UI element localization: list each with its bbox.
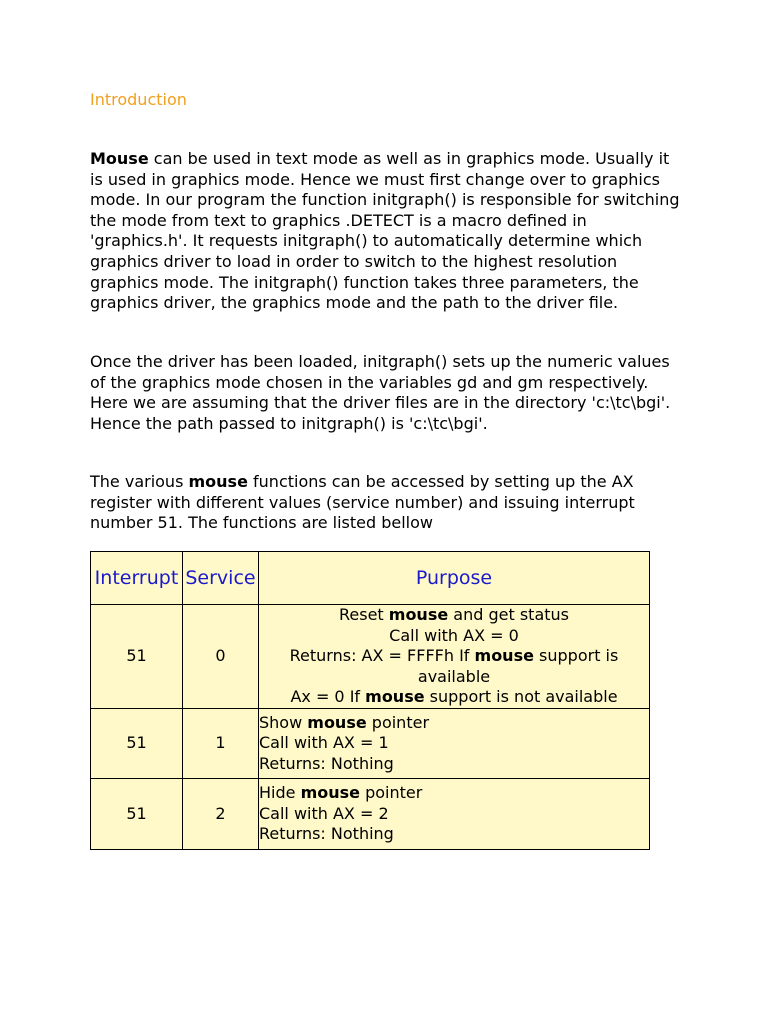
text: support is not available <box>424 687 618 707</box>
purpose-line <box>259 687 649 708</box>
paragraph-text: The various <box>90 472 189 491</box>
cell-service: 1 <box>183 708 259 778</box>
cell-purpose <box>259 605 650 709</box>
text: Hide <box>259 783 301 803</box>
bold-term: mouse <box>307 712 367 732</box>
purpose-line <box>259 783 649 804</box>
mouse-functions-table <box>90 551 650 850</box>
bold-term: mouse <box>474 646 534 666</box>
purpose-line <box>259 713 649 734</box>
text: support is available <box>417 646 619 686</box>
purpose-line: Call with AX = 0 <box>389 625 519 645</box>
cell-service: 2 <box>183 778 259 849</box>
table-row <box>91 605 650 709</box>
paragraph-intro <box>90 149 680 314</box>
text: Ax = 0 If <box>290 687 366 707</box>
cell-service: 0 <box>183 605 259 709</box>
bold-term: mouse <box>388 605 449 624</box>
cell-interrupt: 51 <box>91 708 183 778</box>
cell-interrupt: 51 <box>91 605 183 709</box>
paragraph-driver: Once the driver has been loaded, initgraph() sets up the numeric values of the graphics mode chosen in the variables gd and gm respectively. Here we are assuming that the driver files are in the directory 'c:\tc\bgi'. Hence the path passed to initgraph() is 'c:\tc\bgi'. <box>90 352 671 433</box>
cell-interrupt: 51 <box>91 778 183 849</box>
table-row <box>91 708 650 778</box>
bold-term: mouse <box>365 687 425 707</box>
purpose-line <box>259 646 649 687</box>
text: pointer <box>366 712 430 732</box>
purpose-line: Returns: Nothing <box>259 753 394 773</box>
cell-purpose <box>259 778 650 849</box>
purpose-line: Call with AX = 2 <box>259 803 389 823</box>
text: Show <box>259 712 308 732</box>
section-heading: Introduction <box>90 90 187 109</box>
header-service: Service <box>183 552 259 605</box>
paragraph-text: can be used in text mode as well as in graphics mode. Usually it is used in graphics mode. Hence we must first change over to graphics mode. In our program the function initgraph() is responsible for switching the mode from text to graphics .DETECT is a macro defined in 'graphics.h'. It requests initgraph() to automatically determine which graphics driver to load in order to switch to the highest resolution graphics mode. The initgraph() function takes three parameters, the graphics driver, the graphics mode and the path to the driver file. <box>90 149 680 313</box>
header-interrupt: Interrupt <box>91 552 183 605</box>
header-purpose: Purpose <box>259 552 650 605</box>
bold-term: Mouse <box>90 149 149 168</box>
paragraph-text: functions can be accessed by setting up the AX register with different values (service number) and issuing interrupt number 51. The functions are listed bellow <box>90 472 635 533</box>
table-row <box>91 778 650 849</box>
bold-term: mouse <box>188 472 248 491</box>
purpose-line: Returns: Nothing <box>259 824 394 844</box>
purpose-line <box>259 605 649 626</box>
text: and get status <box>448 605 569 624</box>
text: Reset <box>338 605 389 624</box>
paragraph-functions <box>90 472 680 534</box>
table-header-row <box>91 552 650 605</box>
purpose-line: Call with AX = 1 <box>259 733 389 753</box>
text: pointer <box>360 783 423 803</box>
cell-purpose <box>259 708 650 778</box>
text: Returns: AX = FFFFh If <box>289 646 475 666</box>
bold-term: mouse <box>300 783 360 803</box>
